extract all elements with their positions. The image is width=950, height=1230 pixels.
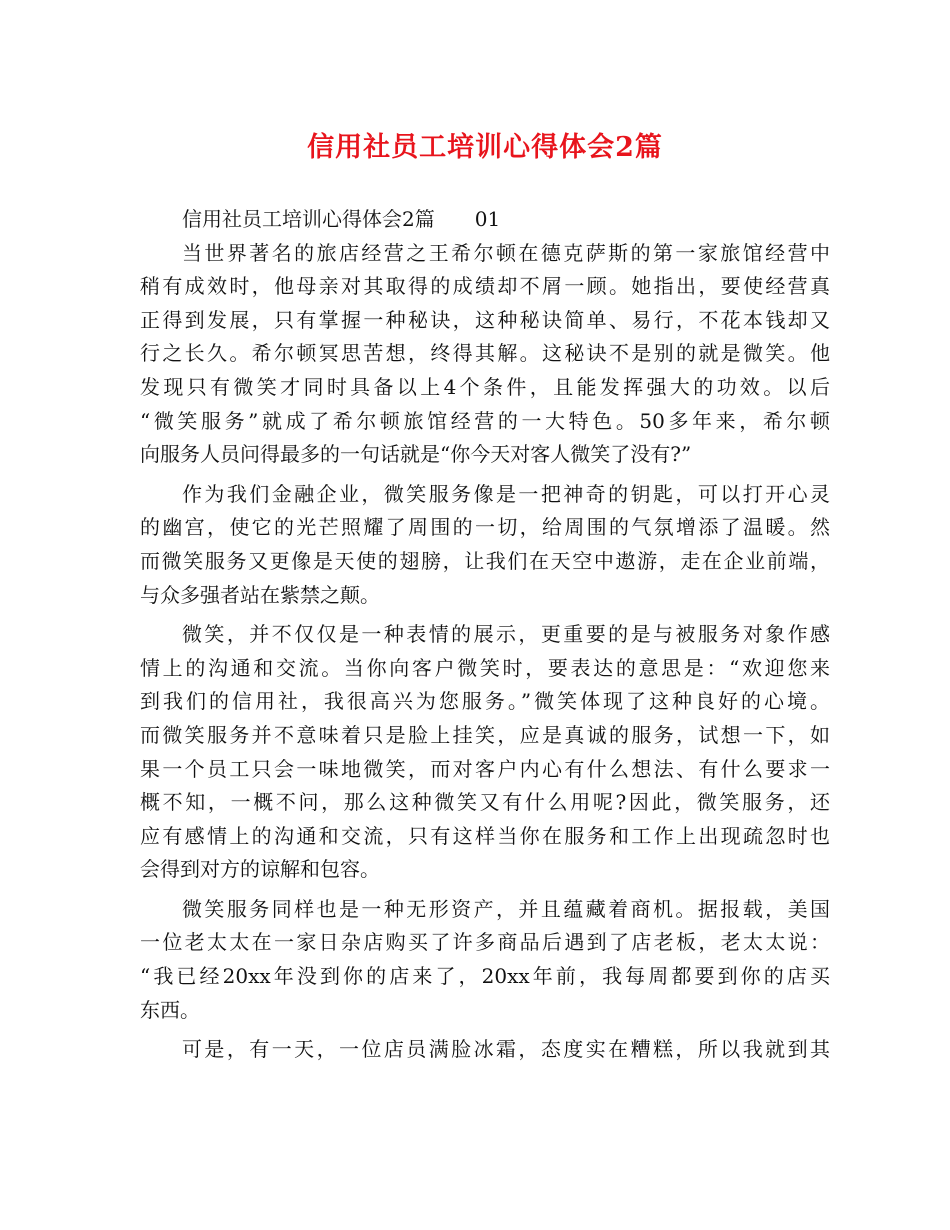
text-line: 东西。 [140,997,200,1022]
document-body [140,203,830,1067]
text-line: 到我们的信用社，我很高兴为您服务。”微笑体现了这种良好的心境。 [140,689,830,714]
paragraph-5 [140,1033,830,1067]
text-line: 微笑，并不仅仅是一种表情的展示，更重要的是与被服务对象作感 [182,622,830,647]
paragraph-2 [140,478,830,612]
text-line: 概不知，一概不问，那么这种微笑又有什么用呢?因此，微笑服务，还 [140,790,830,815]
text-line: “我已经20xx年没到你的店来了，20xx年前，我每周都要到你的店买 [140,964,830,989]
paragraph-3 [140,618,830,887]
text-line: 与众多强者站在紫禁之颠。 [140,582,380,607]
text-line: 微笑服务同样也是一种无形资产，并且蕴藏着商机。据报载，美国 [182,896,830,921]
section-heading [140,203,830,237]
text-line: 向服务人员问得最多的一句话就是“你今天对客人微笑了没有?” [140,442,692,467]
paragraph-4 [140,893,830,1027]
text-line: 而微笑服务并不意味着只是脸上挂笑，应是真诚的服务，试想一下，如 [140,722,830,747]
text-line: 一位老太太在一家日杂店购买了许多商品后遇到了店老板，老太太说： [140,930,830,955]
text-line: 正得到发展，只有掌握一种秘诀，这种秘诀简单、易行，不花本钱却又 [140,307,830,332]
text-line: 稍有成效时，他母亲对其取得的成绩却不屑一顾。她指出，要使经营真 [140,274,830,299]
text-line: 果一个员工只会一味地微笑，而对客户内心有什么想法、有什么要求一 [140,756,830,781]
text-line: 情上的沟通和交流。当你向客户微笑时，要表达的意思是：“欢迎您来 [140,655,830,680]
text-line: 会得到对方的谅解和包容。 [140,857,380,882]
text-line: 作为我们金融企业，微笑服务像是一把神奇的钥匙，可以打开心灵 [182,481,830,506]
document-title: 信用社员工培训心得体会2篇 [307,132,663,163]
text-line: 行之长久。希尔顿冥思苦想，终得其解。这秘诀不是别的就是微笑。他 [140,341,830,366]
section-heading-text: 信用社员工培训心得体会2篇 [182,207,435,231]
text-line: “微笑服务”就成了希尔顿旅馆经营的一大特色。50多年来，希尔顿 [140,408,830,433]
text-line: 而微笑服务又更像是天使的翅膀，让我们在天空中遨游，走在企业前端， [140,548,830,573]
document-page [140,0,830,1230]
text-line: 应有感情上的沟通和交流，只有这样当你在服务和工作上出现疏忽时也 [140,823,830,848]
paragraph-1 [140,237,830,472]
text-line: 发现只有微笑才同时具备以上4个条件，且能发挥强大的功效。以后 [140,374,830,399]
text-line: 可是，有一天，一位店员满脸冰霜，态度实在糟糕，所以我就到其 [182,1037,830,1062]
text-line: 的幽宫，使它的光芒照耀了周围的一切，给周围的气氛增添了温暖。然 [140,515,830,540]
text-line: 当世界著名的旅店经营之王希尔顿在德克萨斯的第一家旅馆经营中 [182,240,830,265]
section-number: 01 [474,207,501,231]
